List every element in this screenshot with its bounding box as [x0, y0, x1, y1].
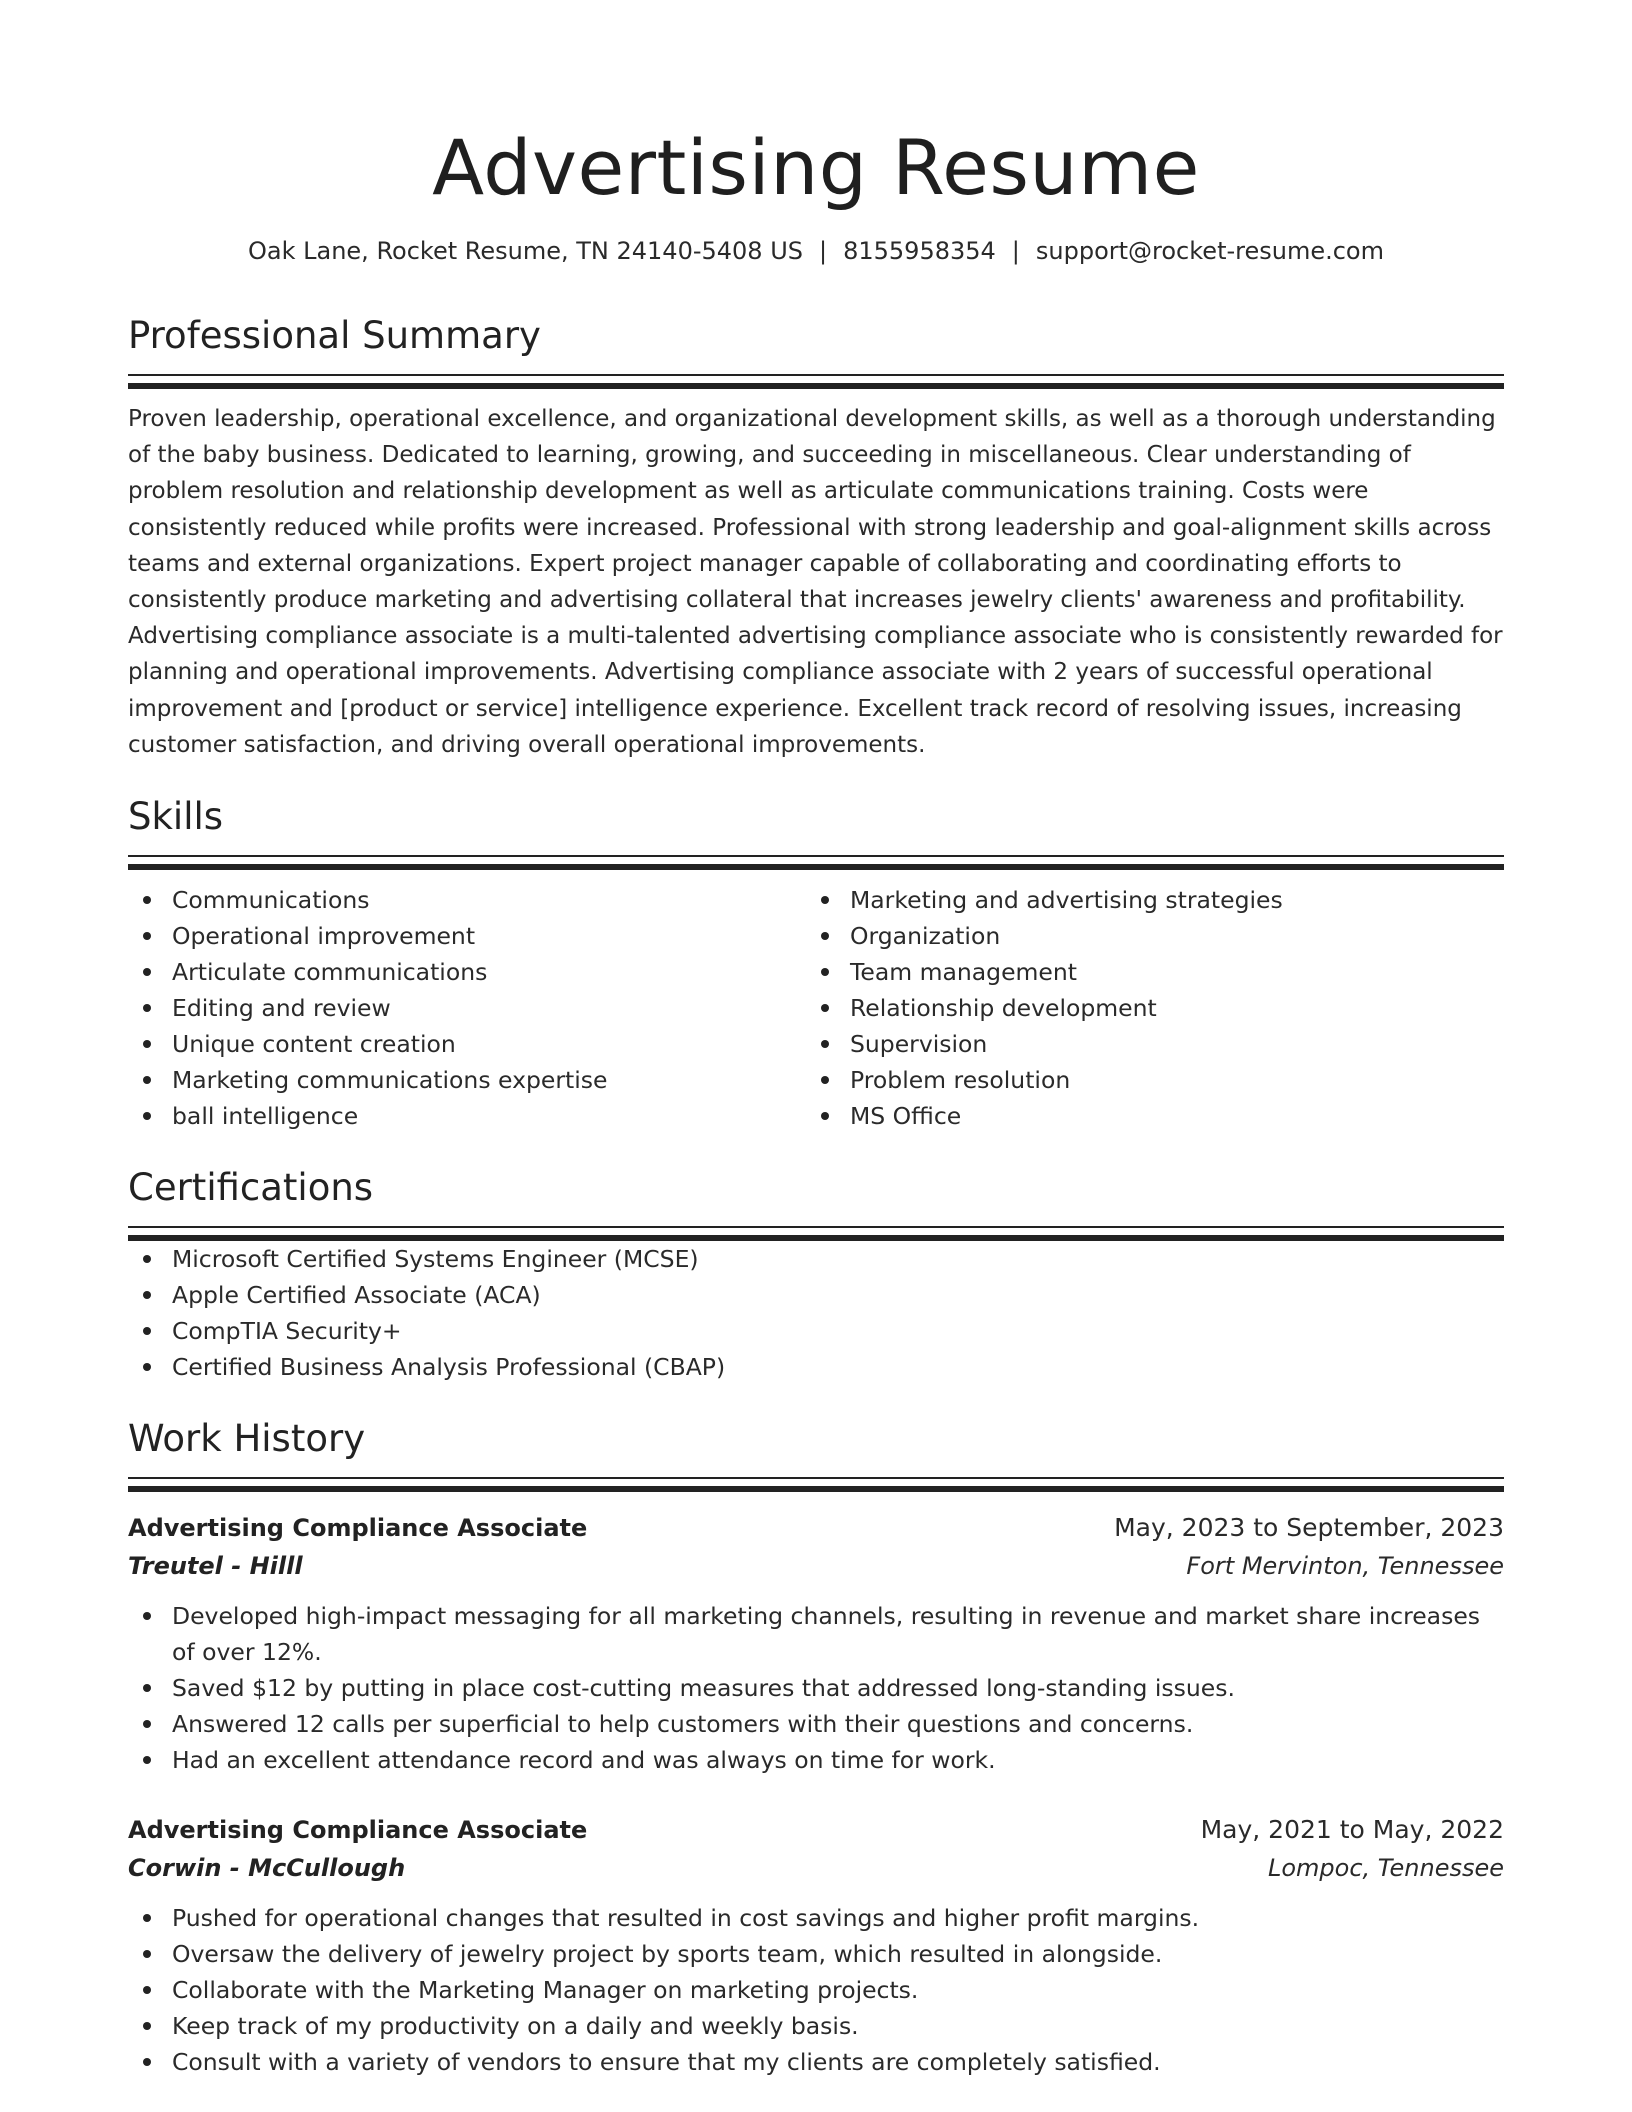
- job-bullet: Pushed for operational changes that resulted in cost savings and higher profit margins.: [128, 1900, 1504, 1936]
- job-location: Fort Mervinton, Tennessee: [1186, 1552, 1504, 1581]
- job-bullets: [128, 1900, 1504, 2080]
- section-divider: [128, 1226, 1504, 1241]
- skill-item: MS Office: [806, 1098, 1484, 1134]
- skill-item: Communications: [128, 882, 806, 918]
- skill-item: Editing and review: [128, 990, 806, 1026]
- resume-name: Advertising Resume: [432, 123, 1200, 212]
- skill-item: Articulate communications: [128, 954, 806, 990]
- certification-item: CompTIA Security+: [128, 1313, 1504, 1349]
- skill-item: Team management: [806, 954, 1484, 990]
- section-professional-summary: [128, 312, 1504, 763]
- contact-email: support@rocket-resume.com: [1035, 237, 1384, 265]
- summary-text: Proven leadership, operational excellence, and organizational development skills, as well as a thorough understanding of the baby business. Dedicated to learning, growing, and succeeding in miscellaneous. Clear understanding of problem resolution and relationship development as well as articulate communications training. Costs were consistently reduced while profits were increased. Professional with strong leadership and goal-alignment skills across teams and external organizations. Expert project manager capable of collaborating and coordinating efforts to consistently produce marketing and advertising collateral that increases jewelry clients' awareness and profitability. Advertising compliance associate is a multi-talented advertising compliance associate who is consistently rewarded for planning and operational improvements. Advertising compliance associate with 2 years of successful operational improvement and [product or service] intelligence experience. Excellent track record of resolving issues, increasing customer satisfaction, and driving overall operational improvements.: [128, 406, 1503, 758]
- job-bullet: Answered 12 calls per superficial to help customers with their questions and concerns.: [128, 1706, 1504, 1742]
- section-title: Certifications: [128, 1166, 374, 1210]
- job-bullet: Saved $12 by putting in place cost-cutting measures that addressed long-standing issues.: [128, 1670, 1504, 1706]
- job-company: Corwin - McCullough: [128, 1854, 406, 1883]
- contact-address: Oak Lane, Rocket Resume, TN 24140-5408 US: [248, 237, 803, 265]
- job-bullet: Consult with a variety of vendors to ensure that my clients are completely satisfied.: [128, 2044, 1504, 2080]
- job-title: Advertising Compliance Associate: [128, 1514, 588, 1543]
- job-bullet: Developed high-impact messaging for all marketing channels, resulting in revenue and market share increases of over 12%.: [128, 1598, 1504, 1670]
- skill-item: Relationship development: [806, 990, 1484, 1026]
- contact-separator: |: [819, 237, 828, 265]
- certification-list: [128, 1241, 1504, 1385]
- section-work-history: [128, 1415, 1504, 2080]
- section-skills: [128, 793, 1504, 1134]
- certification-item: Apple Certified Associate (ACA): [128, 1277, 1504, 1313]
- section-title: Professional Summary: [128, 314, 541, 357]
- skill-item: Operational improvement: [128, 918, 806, 954]
- job-company: Treutel - Hilll: [128, 1552, 303, 1581]
- job-entry: [128, 1510, 1504, 1778]
- job-location: Lompoc, Tennessee: [1268, 1854, 1504, 1883]
- skill-item: Problem resolution: [806, 1062, 1484, 1098]
- job-title: Advertising Compliance Associate: [128, 1816, 588, 1845]
- skill-item: Organization: [806, 918, 1484, 954]
- job-bullet: Keep track of my productivity on a daily and weekly basis.: [128, 2008, 1504, 2044]
- job-bullets: [128, 1598, 1504, 1778]
- contact-phone: 8155958354: [843, 237, 996, 265]
- section-title: Work History: [128, 1417, 366, 1461]
- section-certifications: [128, 1164, 1504, 1385]
- certification-item: Microsoft Certified Systems Engineer (MCSE): [128, 1241, 1504, 1277]
- contact-separator: |: [1011, 237, 1020, 265]
- skill-item: Marketing communications expertise: [128, 1062, 806, 1098]
- skills-column-right: [806, 882, 1484, 1134]
- section-divider: [128, 1477, 1504, 1492]
- skills-grid: [128, 882, 1504, 1134]
- job-entry: [128, 1812, 1504, 2080]
- job-dates: May, 2023 to September, 2023: [1114, 1513, 1504, 1543]
- section-title: Skills: [128, 795, 224, 839]
- contact-line: [128, 234, 1504, 268]
- skills-column-left: [128, 882, 806, 1134]
- skill-item: ball intelligence: [128, 1098, 806, 1134]
- job-bullet: Oversaw the delivery of jewelry project by sports team, which resulted in alongside.: [128, 1936, 1504, 1972]
- job-dates: May, 2021 to May, 2022: [1200, 1815, 1504, 1845]
- skill-item: Unique content creation: [128, 1026, 806, 1062]
- section-divider: [128, 374, 1504, 389]
- job-bullet: Had an excellent attendance record and was always on time for work.: [128, 1742, 1504, 1778]
- skill-item: Supervision: [806, 1026, 1484, 1062]
- job-bullet: Collaborate with the Marketing Manager on marketing projects.: [128, 1972, 1504, 2008]
- skill-item: Marketing and advertising strategies: [806, 882, 1484, 918]
- certification-item: Certified Business Analysis Professional (CBAP): [128, 1349, 1504, 1385]
- section-divider: [128, 855, 1504, 870]
- resume-page: [128, 118, 1504, 2080]
